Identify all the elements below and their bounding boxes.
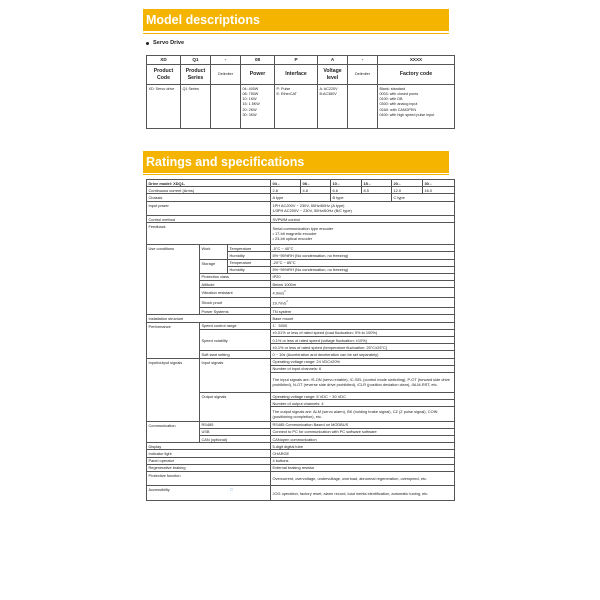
comm-value: CANopen communication — [271, 436, 455, 443]
current-value: 6.6 — [331, 187, 362, 194]
spec-table — [146, 179, 455, 501]
protective-value: Overcurrent, overvoltage, undervoltage, overload, abnormal regeneration, overspeed, etc. — [271, 472, 455, 486]
output-signal-line: The output signals are: ALM (servo alarm), BK (holding brake signal), CZ (Z pulse signal), COIN (positioning completion), etc. — [271, 407, 455, 421]
storage-humidity-value: 5%~95%RH (No condensation, no freezing) — [271, 266, 455, 273]
power-systems-value: TN system — [271, 308, 455, 315]
volatility-value: ±0.1% or less of rated speed (temperature fluctuation: 25°C±25°C) — [271, 344, 455, 351]
comm-value: Connect to PC for communication with PC software software — [271, 428, 455, 435]
comm-type: CAN (optional) — [200, 436, 271, 443]
soft-start-value: 0 ~ 10s (Acceleration and deceleration can be set separately) — [271, 351, 455, 358]
section-title: Ratings and specifications — [146, 155, 305, 169]
header-cell: Voltage level — [318, 65, 348, 85]
current-label: Continuous current (Arms) — [147, 187, 271, 194]
storage-temp-value: -20°C ~ 85°C — [271, 259, 455, 266]
model-cell — [392, 180, 423, 187]
drive-model-label: Drive model: XDQ1- — [147, 180, 271, 187]
section-title: Model descriptions — [146, 13, 260, 27]
altitude-label: Altitude — [200, 281, 271, 288]
servo-drive-heading — [146, 40, 184, 46]
code-cell: XXXX — [378, 56, 455, 65]
factory-item: 0400: with high speed pulse input — [379, 112, 435, 117]
humidity-label: Humidity — [228, 266, 271, 273]
model-value: 04 — [272, 180, 277, 186]
input-signal-line: Operating voltage range: 24 VDC±20% — [271, 358, 455, 365]
feedback-value — [271, 223, 455, 245]
output-signal-line: Number of output channels: 4 — [271, 400, 455, 407]
altitude-value: Below 1000m — [271, 281, 455, 288]
model-descriptions-banner — [143, 9, 449, 31]
code-cell: Q1 — [181, 56, 211, 65]
installation-label: Installation structure — [147, 315, 271, 322]
comm-type: USB — [200, 428, 271, 435]
indicator-value: CHARGE — [271, 450, 455, 457]
model-cell — [271, 180, 301, 187]
model-cell — [423, 180, 455, 187]
display-label: Display — [147, 443, 271, 450]
power-item: 08: 750W — [242, 91, 259, 96]
factory-item: 0300: with analog input — [379, 102, 418, 107]
work-label: Work — [200, 245, 228, 259]
protection-label: Protection class — [200, 273, 271, 280]
vibration-value: 4.9m/s — [272, 290, 285, 296]
shock-cell — [271, 298, 455, 308]
model-suffix: □□ — [367, 182, 371, 186]
input-signal-line: Number of input channels: 6 — [271, 365, 455, 372]
model-suffix: □□ — [306, 182, 310, 186]
soft-start-label: Soft start setting — [200, 351, 271, 358]
current-value: 8.5 — [362, 187, 392, 194]
panel-label: Panel operator — [147, 457, 271, 464]
temperature-label: Temperature — [228, 259, 271, 266]
protection-value: IP20 — [271, 273, 455, 280]
comm-value: RS485 Communication Based on MODBUS — [271, 421, 455, 428]
panel-value: 4 buttons — [271, 457, 455, 464]
shock-label: Shock proof — [200, 298, 271, 308]
volatility-value: 0.1% or less of rated speed (voltage fluctuation: ±10%) — [271, 337, 455, 344]
accessibility-label: Accessibility — [148, 487, 170, 493]
model-suffix: □□ — [428, 182, 432, 186]
factory-item: 0100: with DB — [379, 97, 403, 101]
empty-cell — [211, 85, 241, 129]
current-value: 12.0 — [392, 187, 423, 194]
divider — [143, 174, 449, 175]
input-signal-line: The input signals are: /S-ON (servo enable), /C-SEL (control mode switching), P-OT (forward side drive prohibited), N-OT (reverse side drive prohibited), /CLR (position deviation clear), /ALM-RST, etc. — [271, 372, 455, 392]
factory-item: Blank: standard — [379, 86, 406, 91]
model-code-table — [146, 55, 455, 129]
protective-label: Protective function — [147, 472, 271, 486]
chassis-value: B type — [331, 194, 392, 201]
code-cell: 08 — [241, 56, 275, 65]
power-item: 20: 2KW — [242, 107, 257, 112]
factory-item: 0003: with closed pores — [379, 91, 419, 96]
model-value: 10 — [332, 180, 337, 186]
use-conditions-label: Use conditions — [147, 245, 200, 315]
speed-volatility-label: Speed volatility — [200, 329, 271, 351]
header-cell: Factory code — [378, 65, 455, 85]
current-value: 16.0 — [423, 187, 455, 194]
current-value: 2.8 — [271, 187, 301, 194]
storage-label: Storage — [200, 259, 228, 273]
performance-label: Performance — [147, 322, 200, 358]
volatility-value: ±0.01% or less of rated speed (load fluctuation: 0% to 100%) — [271, 329, 455, 336]
divider — [143, 33, 449, 34]
input-signals-label: Input signals — [200, 358, 271, 392]
voltage-item: B:AC380V — [319, 91, 337, 96]
installation-value: Base mount — [271, 315, 455, 322]
output-signals-label: Output signals — [200, 392, 271, 421]
display-value: 5-digit digital tube — [271, 443, 455, 450]
header-cell: Power — [241, 65, 275, 85]
accessibility-mark: ☐ — [229, 488, 233, 493]
power-item: 15: 1.5KW — [242, 102, 260, 107]
control-label: Control method — [147, 215, 271, 222]
header-cell: Product Series — [181, 65, 211, 85]
comm-type: RS485 — [200, 421, 271, 428]
communication-label: Communication — [147, 421, 200, 443]
model-cell — [301, 180, 331, 187]
power-list — [241, 85, 275, 129]
vibration-label: Vibration resistant — [200, 288, 271, 298]
feedback-line: • 17-bit magnetic encoder — [272, 231, 317, 237]
interface-item: E: EtherCAT — [276, 91, 297, 96]
code-cell: P — [275, 56, 318, 65]
shock-value: 19.7m/s — [272, 300, 287, 306]
power-systems-label: Power Systems — [200, 308, 271, 315]
ratings-banner — [143, 151, 449, 173]
header-cell: Interface — [275, 65, 318, 85]
servo-drive-label: Servo Drive — [153, 40, 185, 46]
voltage-item: A: AC220V — [319, 86, 338, 91]
interface-list — [275, 85, 318, 129]
chassis-label: Chassis — [147, 194, 271, 201]
power-item: 04: 400W — [242, 86, 259, 91]
model-value: 15 — [363, 180, 368, 186]
model-cell — [331, 180, 362, 187]
input-power-label: Input power — [147, 201, 271, 215]
chassis-value: A type — [271, 194, 331, 201]
code-cell: - — [211, 56, 241, 65]
model-cell — [362, 180, 392, 187]
feedback-line: • 23-bit optical encoder — [272, 236, 313, 242]
model-value: 20 — [393, 180, 398, 186]
speed-range-value: 1：5000 — [271, 322, 455, 329]
model-value: 30 — [424, 180, 429, 186]
factory-list — [378, 85, 455, 129]
accessibility-value: JOG operation, factory reset, alarm record, load inertia identification, automatic tuning, etc. — [271, 486, 455, 500]
model-suffix: □□ — [397, 182, 401, 186]
output-signal-line: Operating voltage range: 5 VDC ~ 30 VDC — [271, 392, 455, 399]
input-power-value — [271, 201, 455, 215]
input-power-line: 1PH AC200V ~ 230V, 50Hz/60Hz (A type) — [272, 203, 345, 209]
code-cell: A — [318, 56, 348, 65]
header-cell: Delimiter — [211, 65, 241, 85]
squared-mark: 2 — [284, 290, 286, 294]
header-cell: Delimiter — [348, 65, 378, 85]
squared-mark: 2 — [286, 300, 288, 304]
code-cell: - — [348, 56, 378, 65]
humidity-label: Humidity — [228, 252, 271, 259]
indicator-label: Indicator light — [147, 450, 271, 457]
io-signals-label: Input/output signals — [147, 358, 200, 421]
regen-label: Regenerative braking — [147, 464, 271, 471]
series-desc: Q1 Series — [181, 85, 211, 129]
input-power-line: 1/3PH AC200V ~ 230V, 50Hz/60Hz (B/C type) — [272, 208, 352, 214]
accessibility-label-cell — [147, 486, 271, 500]
regen-value: External braking resistor — [271, 464, 455, 471]
chassis-value: C type — [392, 194, 455, 201]
model-suffix: □□ — [336, 182, 340, 186]
factory-item: 02A0: with CANOPEN — [379, 107, 416, 112]
code-cell: XD — [147, 56, 181, 65]
model-suffix: □□ — [276, 182, 280, 186]
work-temp-value: -5°C ~ 40°C — [271, 245, 455, 252]
product-code-desc: XD: Servo drive — [147, 85, 181, 129]
model-value: 08 — [302, 180, 307, 186]
power-item: 30: 3KW — [242, 112, 257, 117]
work-humidity-value: 5%~95%RH (No condensation, no freezing) — [271, 252, 455, 259]
voltage-list — [318, 85, 348, 129]
empty-cell — [348, 85, 378, 129]
temperature-label: Temperature — [228, 245, 271, 252]
header-cell: Product Code — [147, 65, 181, 85]
bullet-icon — [146, 42, 149, 45]
speed-range-label: Speed control range — [200, 322, 271, 329]
feedback-line: Serial communication type encoder — [272, 226, 334, 232]
current-value: 4.8 — [301, 187, 331, 194]
vibration-cell — [271, 288, 455, 298]
feedback-label: Feedback — [147, 223, 271, 245]
power-item: 10: 1KW — [242, 97, 257, 101]
interface-item: P: Pulse — [276, 86, 291, 91]
control-value: SVPWM control — [271, 215, 455, 222]
